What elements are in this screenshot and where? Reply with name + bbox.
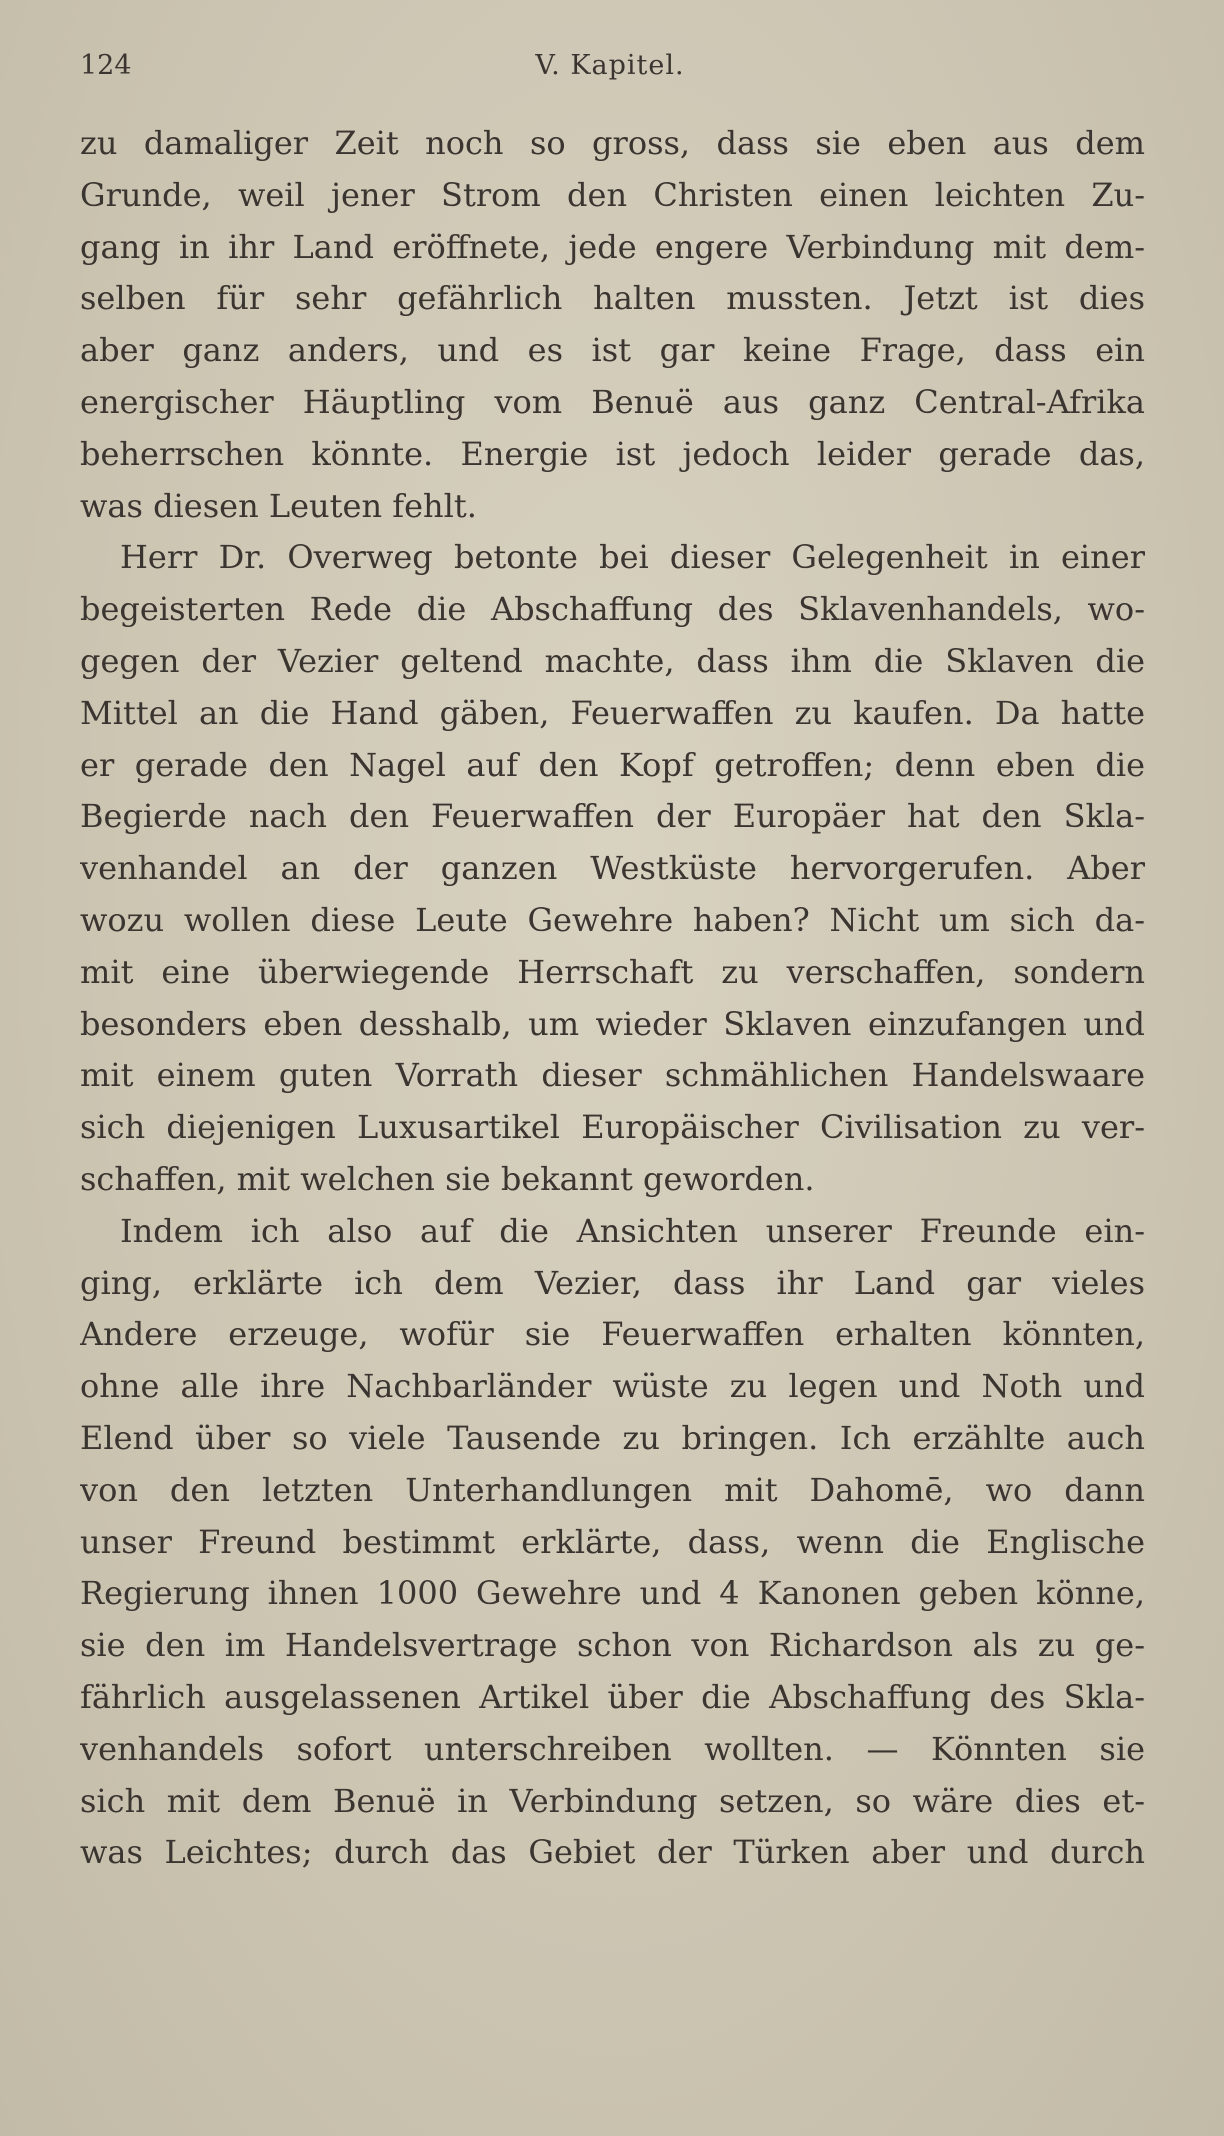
page-number: 124 [80, 50, 132, 81]
text-line: sich mit dem Benuë in Verbindung setzen, so wäre dies et- [80, 1781, 1145, 1820]
text-line: venhandels sofort unterschreiben wollten. — Könnten sie [80, 1729, 1145, 1768]
text-line: sich diejenigen Luxusartikel Europäischer Civilisation zu ver- [80, 1108, 1145, 1147]
text-line: Regierung ihnen 1000 Gewehre und 4 Kanonen geben könne, [80, 1574, 1145, 1613]
text-line: selben für sehr gefährlich halten mussten. Jetzt ist dies [80, 279, 1145, 318]
text-line: aber ganz anders, und es ist gar keine Frage, dass ein [80, 331, 1145, 370]
text-line: mit einem guten Vorrath dieser schmählichen Handelswaare [80, 1056, 1145, 1095]
text-line: unser Freund bestimmt erklärte, dass, wenn die Englische [80, 1522, 1145, 1561]
text-line: gang in ihr Land eröffnete, jede engere Verbindung mit dem- [80, 227, 1145, 266]
text-line: besonders eben desshalb, um wieder Sklaven einzufangen und [80, 1004, 1145, 1043]
text-line: schaffen, mit welchen sie bekannt geworden. [80, 1159, 815, 1198]
text-line: ohne alle ihre Nachbarländer wüste zu legen und Noth und [80, 1367, 1145, 1406]
paragraph-start-line: Herr Dr. Overweg betonte bei dieser Gelegenheit in einer [120, 538, 1145, 577]
text-line: wozu wollen diese Leute Gewehre haben? Nicht um sich da- [80, 900, 1145, 939]
text-line: ging, erklärte ich dem Vezier, dass ihr Land gar vieles [80, 1263, 1145, 1302]
text-line: fährlich ausgelassenen Artikel über die Abschaffung des Skla- [80, 1677, 1145, 1716]
text-line: Grunde, weil jener Strom den Christen einen leichten Zu- [80, 175, 1145, 214]
text-line: mit eine überwiegende Herrschaft zu verschaffen, sondern [80, 952, 1145, 991]
chapter-title: V. Kapitel. [535, 50, 685, 81]
text-line: zu damaliger Zeit noch so gross, dass sie eben aus dem [80, 124, 1145, 162]
body-text [80, 118, 1145, 1879]
text-line: energischer Häuptling vom Benuë aus ganz Central-Afrika [80, 382, 1145, 421]
text-line: sie den im Handelsvertrage schon von Richardson als zu ge- [80, 1626, 1145, 1665]
text-line: er gerade den Nagel auf den Kopf getroffen; denn eben die [80, 745, 1145, 784]
text-line: begeisterten Rede die Abschaffung des Sklavenhandels, wo- [80, 590, 1145, 629]
text-line: was Leichtes; durch das Gebiet der Türken aber und durch [80, 1833, 1145, 1872]
text-line: gegen der Vezier geltend machte, dass ihm die Sklaven die [80, 641, 1145, 680]
text-line: Andere erzeuge, wofür sie Feuerwaffen erhalten könnten, [80, 1315, 1145, 1354]
text-line: von den letzten Unterhandlungen mit Dahomē, wo dann [80, 1470, 1145, 1509]
text-line: venhandel an der ganzen Westküste hervorgerufen. Aber [80, 849, 1145, 888]
text-line: Elend über so viele Tausende zu bringen. Ich erzählte auch [80, 1418, 1145, 1457]
text-line: was diesen Leuten fehlt. [80, 486, 477, 525]
text-line: Mittel an die Hand gäben, Feuerwaffen zu kaufen. Da hatte [80, 693, 1145, 732]
text-line: beherrschen könnte. Energie ist jedoch leider gerade das, [80, 434, 1145, 473]
running-head [80, 44, 1140, 88]
paragraph-start-line: Indem ich also auf die Ansichten unserer Freunde ein- [120, 1211, 1145, 1250]
text-line: Begierde nach den Feuerwaffen der Europäer hat den Skla- [80, 797, 1145, 836]
